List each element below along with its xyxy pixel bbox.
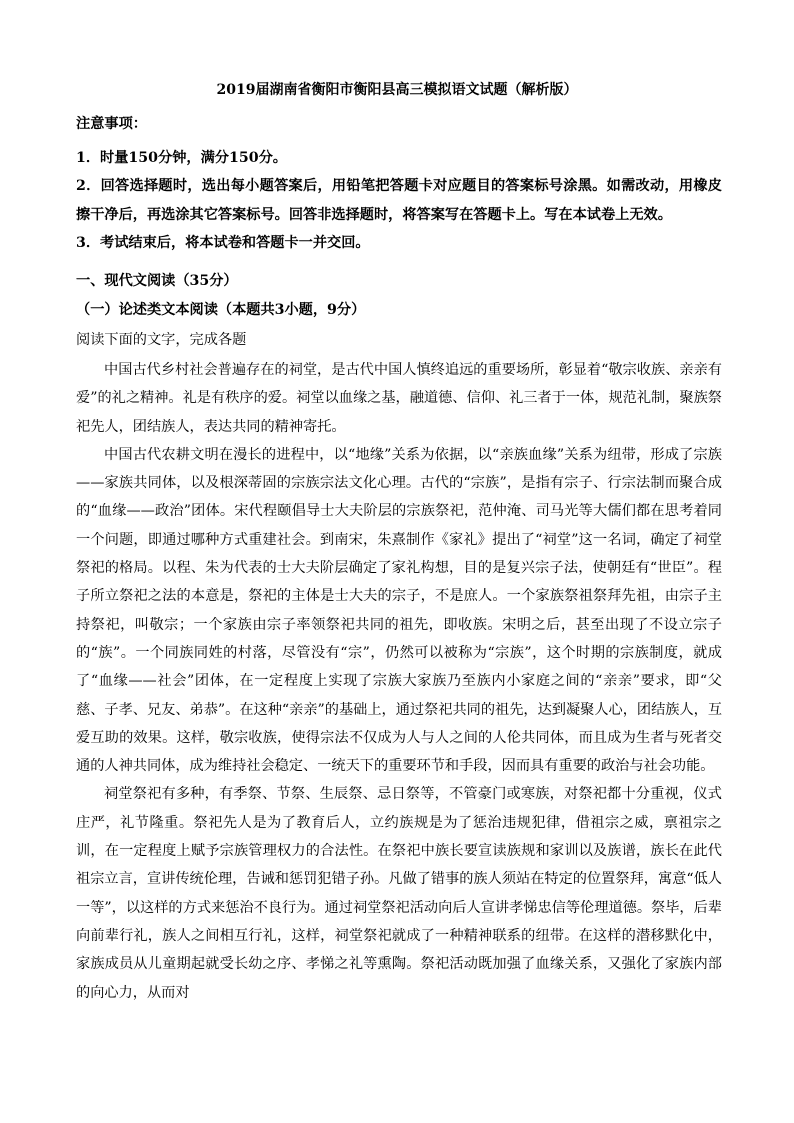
notice-list	[76, 144, 722, 257]
section-heading: 一、现代文阅读（35分）	[76, 273, 238, 289]
passage-paragraph-3: 祠堂祭祀有多种，有季祭、节祭、生辰祭、忌日祭等，不管豪门或寒族，对祭祀都十分重视，仪式庄严，礼节隆重。祭祀先人是为了教育后人，立约族规是为了惩治违规犯律，借祖宗之威，禀祖宗之训，在一定程度上赋予宗族管理权力的合法性。在祭祀中族长要宣读族规和家训以及族谱，族长在此代祖宗立言，宣讲传统伦理，告诫和惩罚犯错子孙。凡做了错事的族人须站在特定的位置祭拜，寓意“低人一等”，以这样的方式来惩治不良行为。通过祠堂祭祀活动向后人宣讲孝悌忠信等伦理道德。祭毕，后辈向前辈行礼，族人之间相互行礼，这样，祠堂祭祀就成了一种精神联系的纽带。在这样的潜移默化中，家族成员从儿童期起就受长幼之序、孝悌之礼等熏陶。祭祀活动既加强了血缘关系，又强化了家族内部的向心力，从而对	[76, 786, 722, 1001]
reading-instruction: 阅读下面的文字，完成各题	[76, 332, 247, 348]
passage-paragraph-1: 中国古代乡村社会普遍存在的祠堂，是古代中国人慎终追远的重要场所，彰显着“敬宗收族、亲亲有爱”的礼之精神。礼是有秩序的爱。祠堂以血缘之基，融道德、信仰、礼三者于一体，规范礼制，聚族祭祀先人，团结族人，表达共同的精神寄托。	[76, 362, 722, 435]
notice-heading: 注意事项：	[76, 116, 147, 132]
notice-item-2: 2．回答选择题时，选出每小题答案后，用铅笔把答题卡对应题目的答案标号涂黑。如需改动，用橡皮擦干净后，再选涂其它答案标号。回答非选择题时，将答案写在答题卡上。写在本试卷上无效。	[76, 178, 722, 223]
document-title: 2019届湖南省衡阳市衡阳县高三模拟语文试题（解析版）	[216, 82, 578, 98]
passage-paragraph-2: 中国古代农耕文明在漫长的进程中，以“地缘”关系为依据，以“亲族血缘”关系为纽带，形成了宗族——家族共同体，以及根深蒂固的宗族宗法文化心理。古代的“宗族”，是指有宗子、行宗法制而聚合成的“血缘——政治”团体。宋代程颐倡导士大夫阶层的宗族祭祀，范仲淹、司马光等大儒们都在思考着同一个问题，即通过哪种方式重建社会。到南宋，朱熹制作《家礼》提出了“祠堂”这一名词，确定了祠堂祭祀的格局。以程、朱为代表的士大夫阶层确定了家礼构想，目的是复兴宗子法，使朝廷有“世臣”。程子所立祭祀之法的本意是，祭祀的主体是士大夫的宗子，不是庶人。一个家族祭祖祭拜先祖，由宗子主持祭祀，叫敬宗；一个家族由宗子率领祭祀共同的祖先，即收族。宋明之后，甚至出现了不设立宗子的“族”。一个同族同姓的村落，尽管没有“宗”，仍然可以被称为“宗族”，这个时期的宗族制度，就成了“血缘——社会”团体，在一定程度上实现了宗族大家族乃至族内小家庭之间的“亲亲”要求，即“父慈、子孝、兄友、弟恭”。在这种“亲亲”的基础上，通过祭祀共同的祖先，达到凝聚人心，团结族人，互爱互助的效果。这样，敬宗收族，使得宗法不仅成为人与人之间的人伦共同体，而且成为生者与死者交通的人神共同体，成为维持社会稳定、一统天下的重要环节和手段，因而具有重要的政治与社会功能。	[76, 446, 723, 775]
notice-item-1: 1．时量150分钟，满分150分。	[76, 150, 287, 166]
passage	[76, 356, 722, 1007]
notice-item-3: 3．考试结束后，将本试卷和答题卡一并交回。	[76, 234, 370, 251]
subsection-heading: （一）论述类文本阅读（本题共3小题，9分）	[76, 302, 366, 318]
